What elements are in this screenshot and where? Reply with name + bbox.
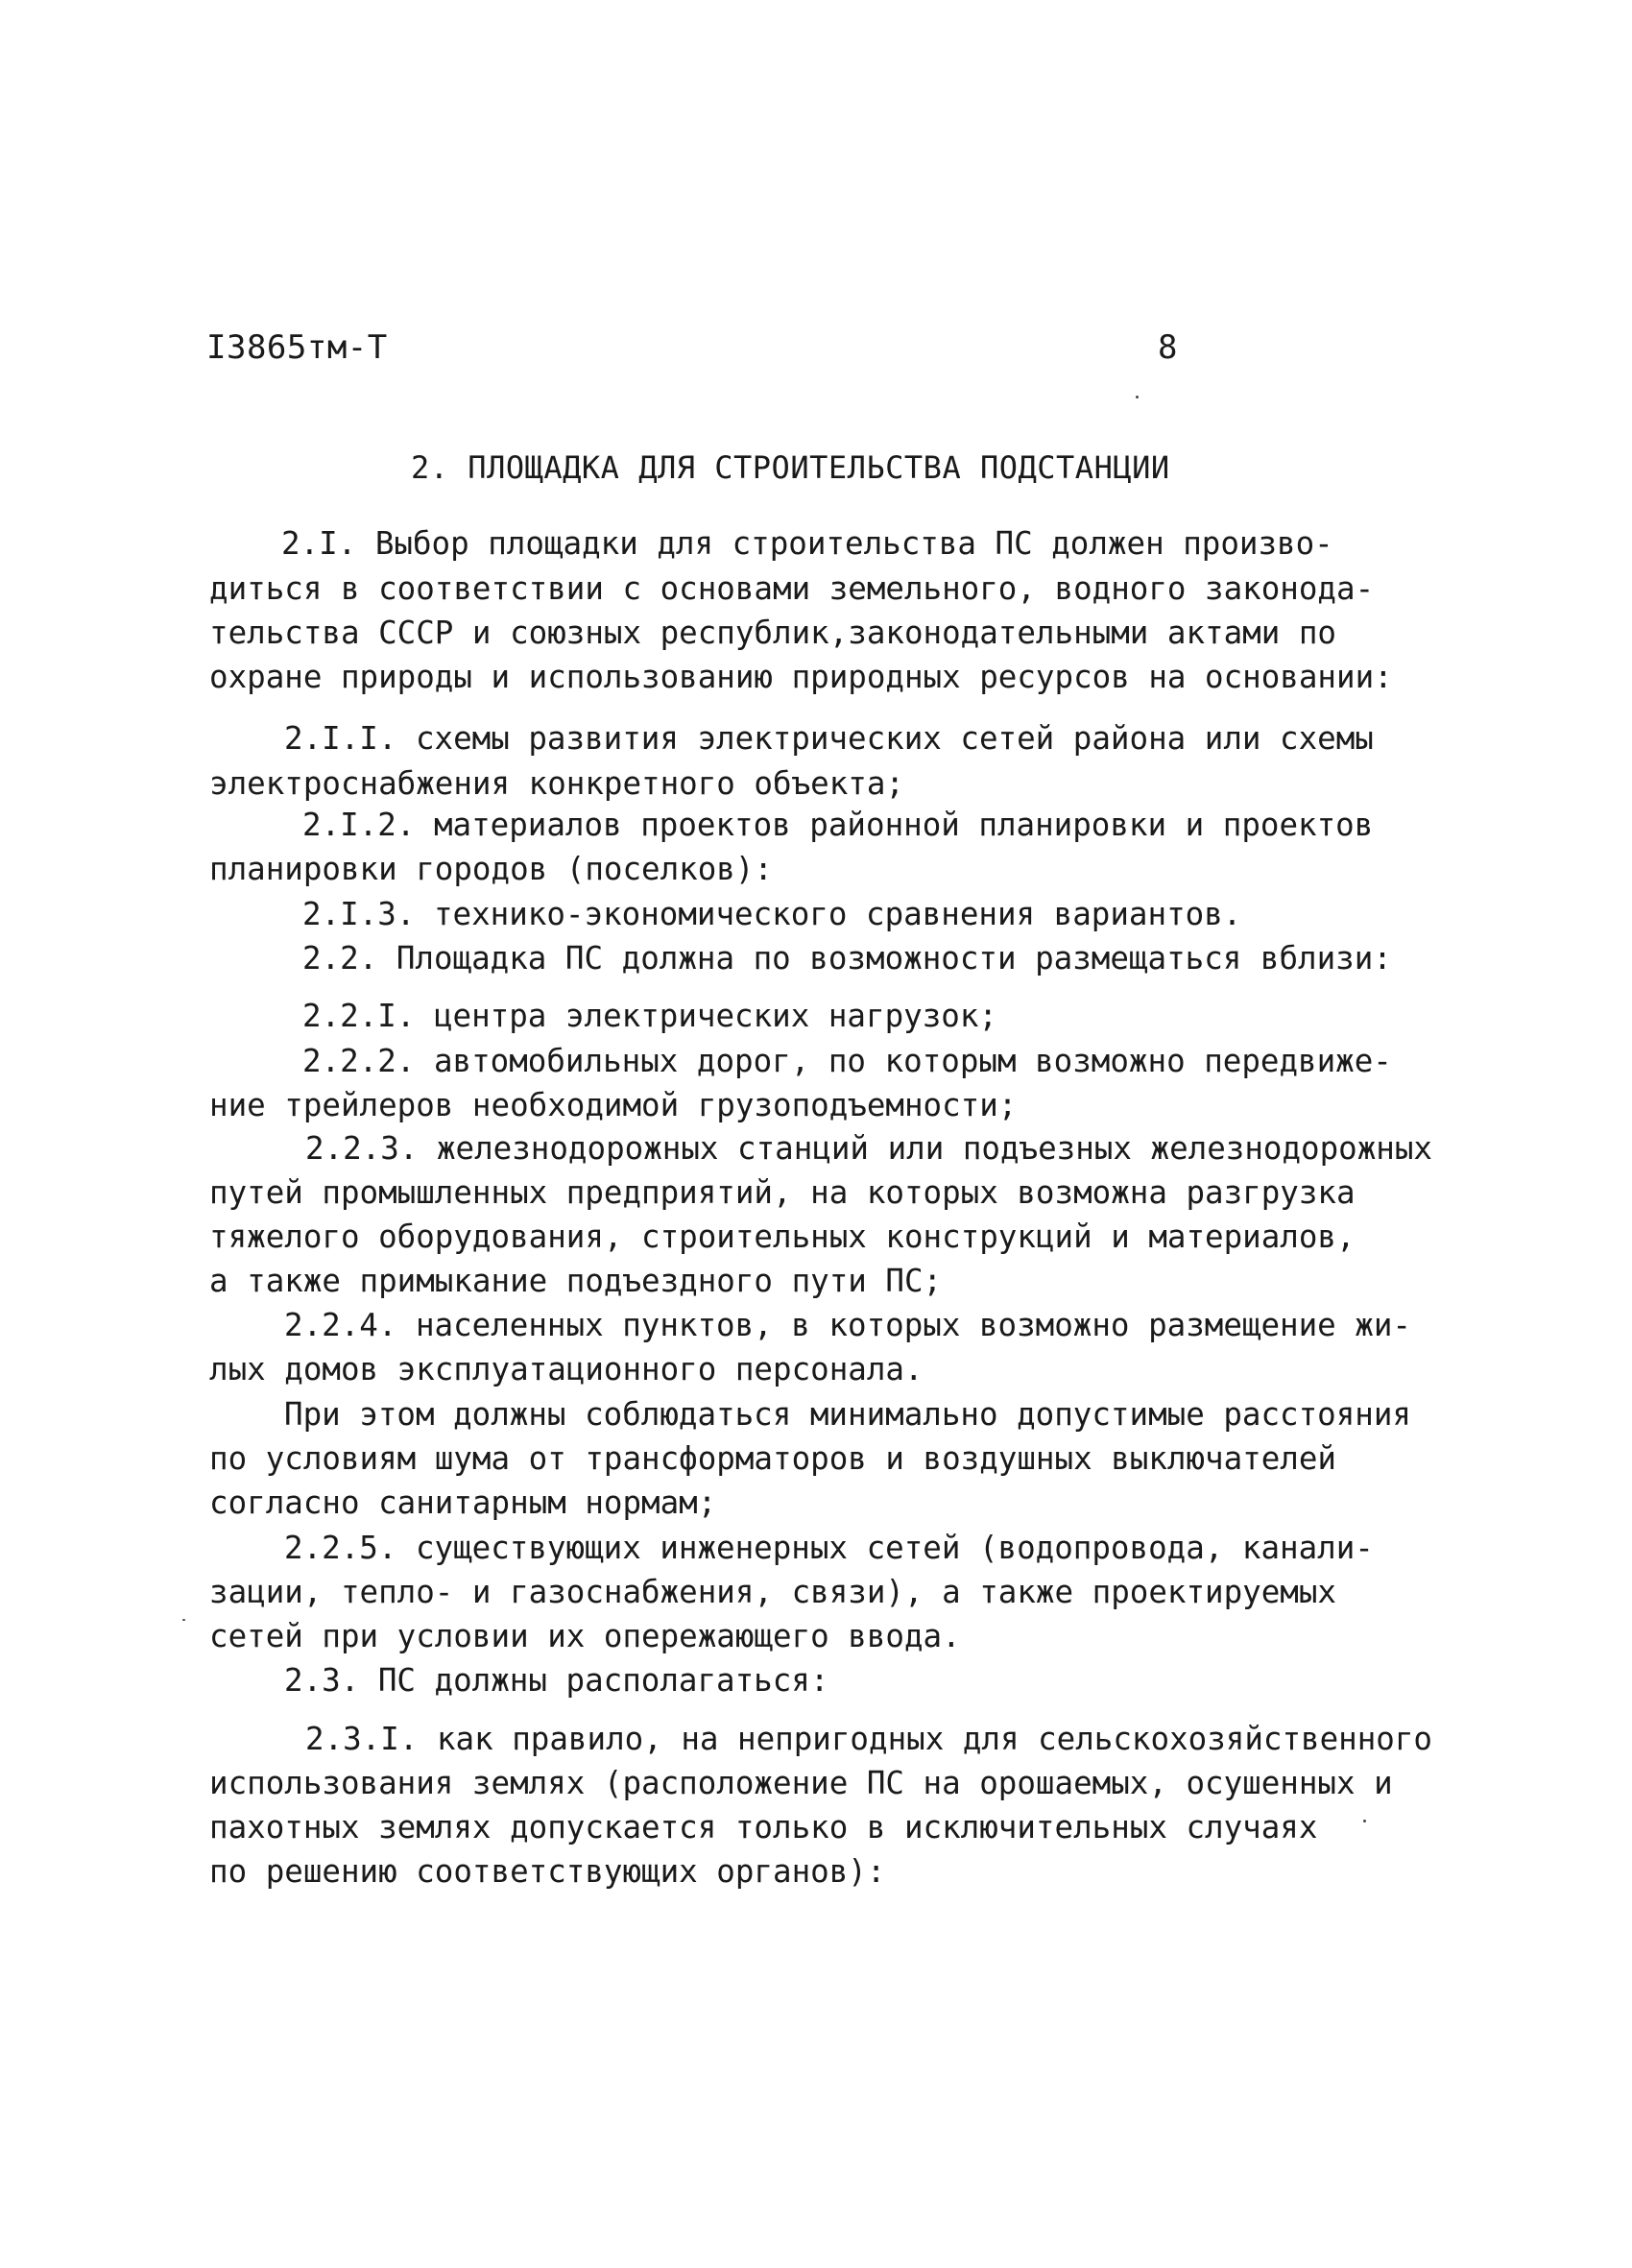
text-line: тяжелого оборудования, строительных конструкций и материалов, (209, 1218, 1356, 1255)
text-line: лых домов эксплуатационного персонала. (209, 1351, 924, 1387)
text-line: 2.2.I. центра электрических нагрузок; (302, 998, 997, 1034)
text-line: 2.2.5. существующих инженерных сетей (водопровода, канали- (284, 1530, 1374, 1566)
text-line: 2.I. Выбор площадки для строительства ПС должен произво- (281, 525, 1333, 562)
text-line: 2.2.3. железнодорожных станций или подъезных железнодорожных (305, 1130, 1432, 1167)
text-line: 2.I.I. схемы развития электрических сетей района или схемы (284, 720, 1374, 757)
text-line: охране природы и использованию природных ресурсов на основании: (209, 659, 1393, 695)
text-line: 2.3. ПС должны располагаться: (284, 1662, 829, 1699)
scan-speck (182, 1619, 185, 1621)
text-line: При этом должны соблюдаться минимально допустимые расстояния (284, 1396, 1411, 1433)
text-line: электроснабжения конкретного объекта; (209, 765, 904, 802)
text-line: ние трейлеров необходимой грузоподъемности; (209, 1087, 1018, 1123)
text-line: 2.I.2. материалов проектов районной планировки и проектов (302, 807, 1374, 843)
text-line: 2.3.I. как правило, на непригодных для сельскохозяйственного (305, 1721, 1432, 1757)
scan-speck (1363, 1820, 1366, 1822)
text-line: согласно санитарным нормам; (209, 1484, 717, 1521)
text-line: путей промышленных предприятий, на которых возможна разгрузка (209, 1174, 1356, 1211)
text-line: 2.I.3. технико-экономического сравнения вариантов. (302, 896, 1242, 932)
section-title: 2. ПЛОЩАДКА ДЛЯ СТРОИТЕЛЬСТВА ПОДСТАНЦИИ (411, 449, 1170, 486)
text-line: 2.2.4. населенных пунктов, в которых возможно размещение жи- (284, 1307, 1411, 1343)
text-line: использования землях (расположение ПС на орошаемых, осушенных и (209, 1765, 1393, 1801)
page-number: 8 (1158, 328, 1178, 367)
text-line: сетей при условии их опережающего ввода. (209, 1618, 961, 1654)
text-line: по условиям шума от трансформаторов и воздушных выключателей (209, 1440, 1336, 1477)
text-line: зации, тепло- и газоснабжения, связи), а также проектируемых (209, 1574, 1336, 1610)
text-line: 2.2. Площадка ПС должна по возможности размещаться вблизи: (302, 940, 1392, 977)
text-line: диться в соответствии с основами земельного, водного законода- (209, 570, 1375, 607)
scan-speck (1136, 396, 1139, 398)
text-line: по решению соответствующих органов): (209, 1853, 886, 1890)
text-line: планировки городов (поселков): (209, 851, 773, 887)
text-line: пахотных землях допускается только в исключительных случаях (209, 1809, 1318, 1846)
text-line: 2.2.2. автомобильных дорог, по которым возможно передвиже- (302, 1043, 1392, 1079)
text-line: а также примыкание подъездного пути ПС; (209, 1263, 943, 1299)
document-number: I3865тм-Т (206, 328, 388, 367)
text-line: тельства СССР и союзных республик,законодательными актами по (209, 615, 1336, 651)
